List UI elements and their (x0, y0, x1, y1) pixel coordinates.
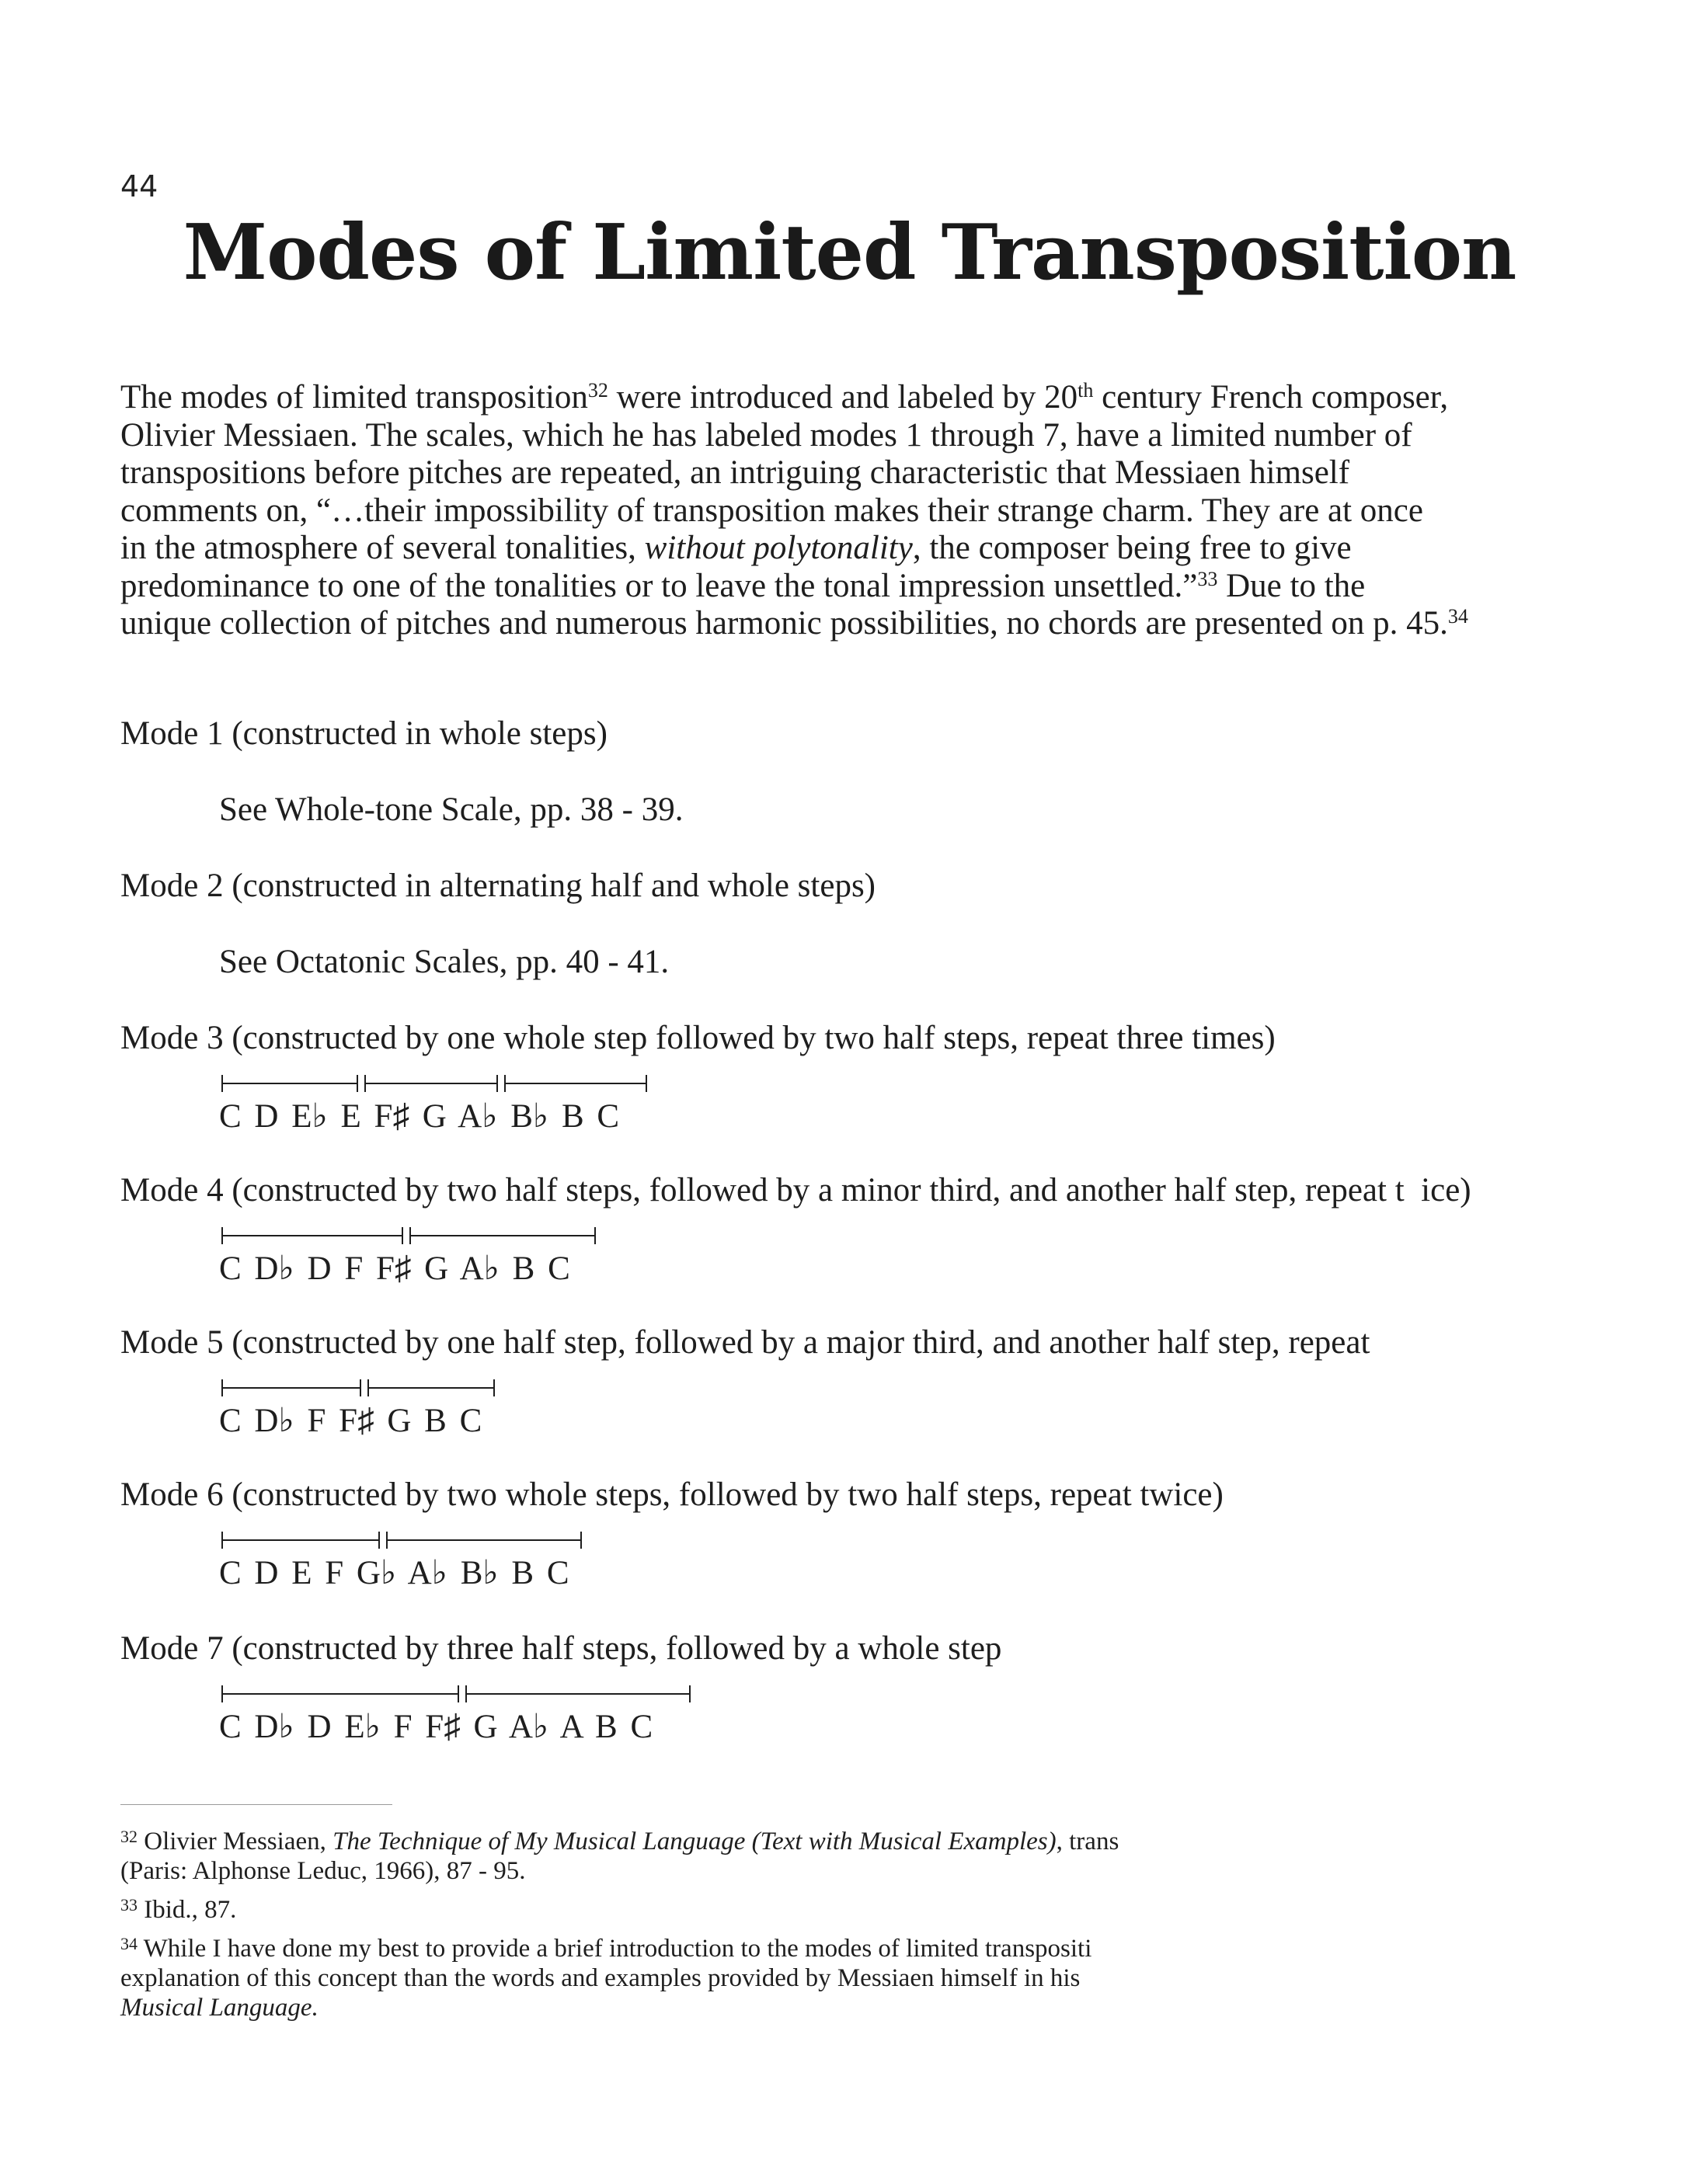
mode-4-heading: Mode 4 (constructed by two half steps, followed by a minor third, and another half step, repeat t ice) (120, 1172, 1471, 1209)
bracket-segment (504, 1075, 647, 1092)
mode-7-heading: Mode 7 (constructed by three half steps, followed by a whole step (120, 1630, 1002, 1667)
footnote-34-line-2: explanation of this concept than the words and examples provided by Messiaen himself in his (120, 1964, 1081, 1992)
mode-1-heading: Mode 1 (constructed in whole steps) (120, 715, 608, 752)
mode-2-see-reference[interactable]: See Octatonic Scales, pp. 40 - 41. (219, 944, 670, 980)
bracket-segment (367, 1379, 495, 1396)
footnote-ref-33[interactable]: 33 (1197, 567, 1218, 590)
footnote-separator (120, 1804, 392, 1805)
intro-line-6: predominance to one of the tonalities or to leave the tonal impression unsettled.”$^{33}$ Due to the (120, 567, 1366, 604)
intro-line-2: Olivier Messiaen. The scales, which he has labeled modes 1 through 7, have a limited number of (120, 416, 1412, 454)
footnote-ref-32[interactable]: 32 (587, 379, 608, 402)
footnote-34-line-3: Musical Language. (120, 1994, 319, 2022)
mode-6-heading: Mode 6 (constructed by two whole steps, followed by two half steps, repeat twice) (120, 1476, 1224, 1513)
ordinal-suffix: th (1078, 379, 1094, 402)
intro-line-7: unique collection of pitches and numerous harmonic possibilities, no chords are presented on p. 45.34 (120, 605, 1468, 642)
intro-paragraph (120, 379, 1596, 643)
footnote-number: 32 (120, 1827, 138, 1846)
mode-3-pitch-collection: C D E♭ E F♯ G A♭ B♭ B C (219, 1098, 620, 1135)
intro-line-1: The modes of limited transposition$^{32}$ were introduced and labeled by 20th century French composer, (120, 379, 1449, 416)
footnote-number: 33 (120, 1895, 138, 1914)
mode-5-heading: Mode 5 (constructed by one half step, followed by a major third, and another half step, repeat (120, 1324, 1370, 1361)
mode-4-pitch-collection: C D♭ D F F♯ G A♭ B C (219, 1250, 570, 1287)
bracket-segment (465, 1685, 691, 1702)
bracket-segment (386, 1532, 582, 1549)
italic-phrase: without polytonality (644, 530, 913, 566)
footnote-33: $^{33}$ Ibid., 87. (120, 1895, 237, 1924)
bracket-segment (221, 1532, 380, 1549)
mode-5-pitch-collection: C D♭ F F♯ G B C (219, 1403, 482, 1439)
bracket-segment (221, 1227, 403, 1244)
bracket-segment (221, 1075, 358, 1092)
footnote-number: 34 (120, 1934, 138, 1953)
page-number: 44 (120, 169, 158, 203)
mode-1-see-reference[interactable]: See Whole-tone Scale, pp. 38 - 39. (219, 791, 684, 828)
page-title: Modes of Limited Transposition (183, 208, 1516, 297)
intro-line-4: comments on, “…their impossibility of transposition makes their strange charm. They are at once (120, 492, 1423, 529)
mode-2-heading: Mode 2 (constructed in alternating half and whole steps) (120, 868, 876, 904)
footnote-ref-34[interactable]: 34 (1447, 605, 1468, 628)
intro-line-5: in the atmosphere of several tonalities, without polytonality, the composer being free to give (120, 530, 1352, 566)
footnote-32: $^{32}$ Olivier Messiaen, The Technique of My Musical Language (Text with Musical Examples), trans (120, 1827, 1119, 1855)
footnote-32-line-2: (Paris: Alphonse Leduc, 1966), 87 - 95. (120, 1857, 526, 1885)
mode-7-pitch-collection: C D♭ D E♭ F F♯ G A♭ A B C (219, 1709, 653, 1745)
bracket-segment (221, 1685, 459, 1702)
bracket-segment (364, 1075, 498, 1092)
bracket-segment (409, 1227, 596, 1244)
mode-3-heading: Mode 3 (constructed by one whole step followed by two half steps, repeat three times) (120, 1020, 1276, 1056)
footnote-34: $^{34}$ While I have done my best to provide a brief introduction to the modes of limited transpositi (120, 1934, 1092, 1963)
intro-line-3: transpositions before pitches are repeated, an intriguing characteristic that Messiaen himself (120, 454, 1350, 491)
mode-6-pitch-collection: C D E F G♭ A♭ B♭ B C (219, 1555, 569, 1591)
bracket-segment (221, 1379, 361, 1396)
